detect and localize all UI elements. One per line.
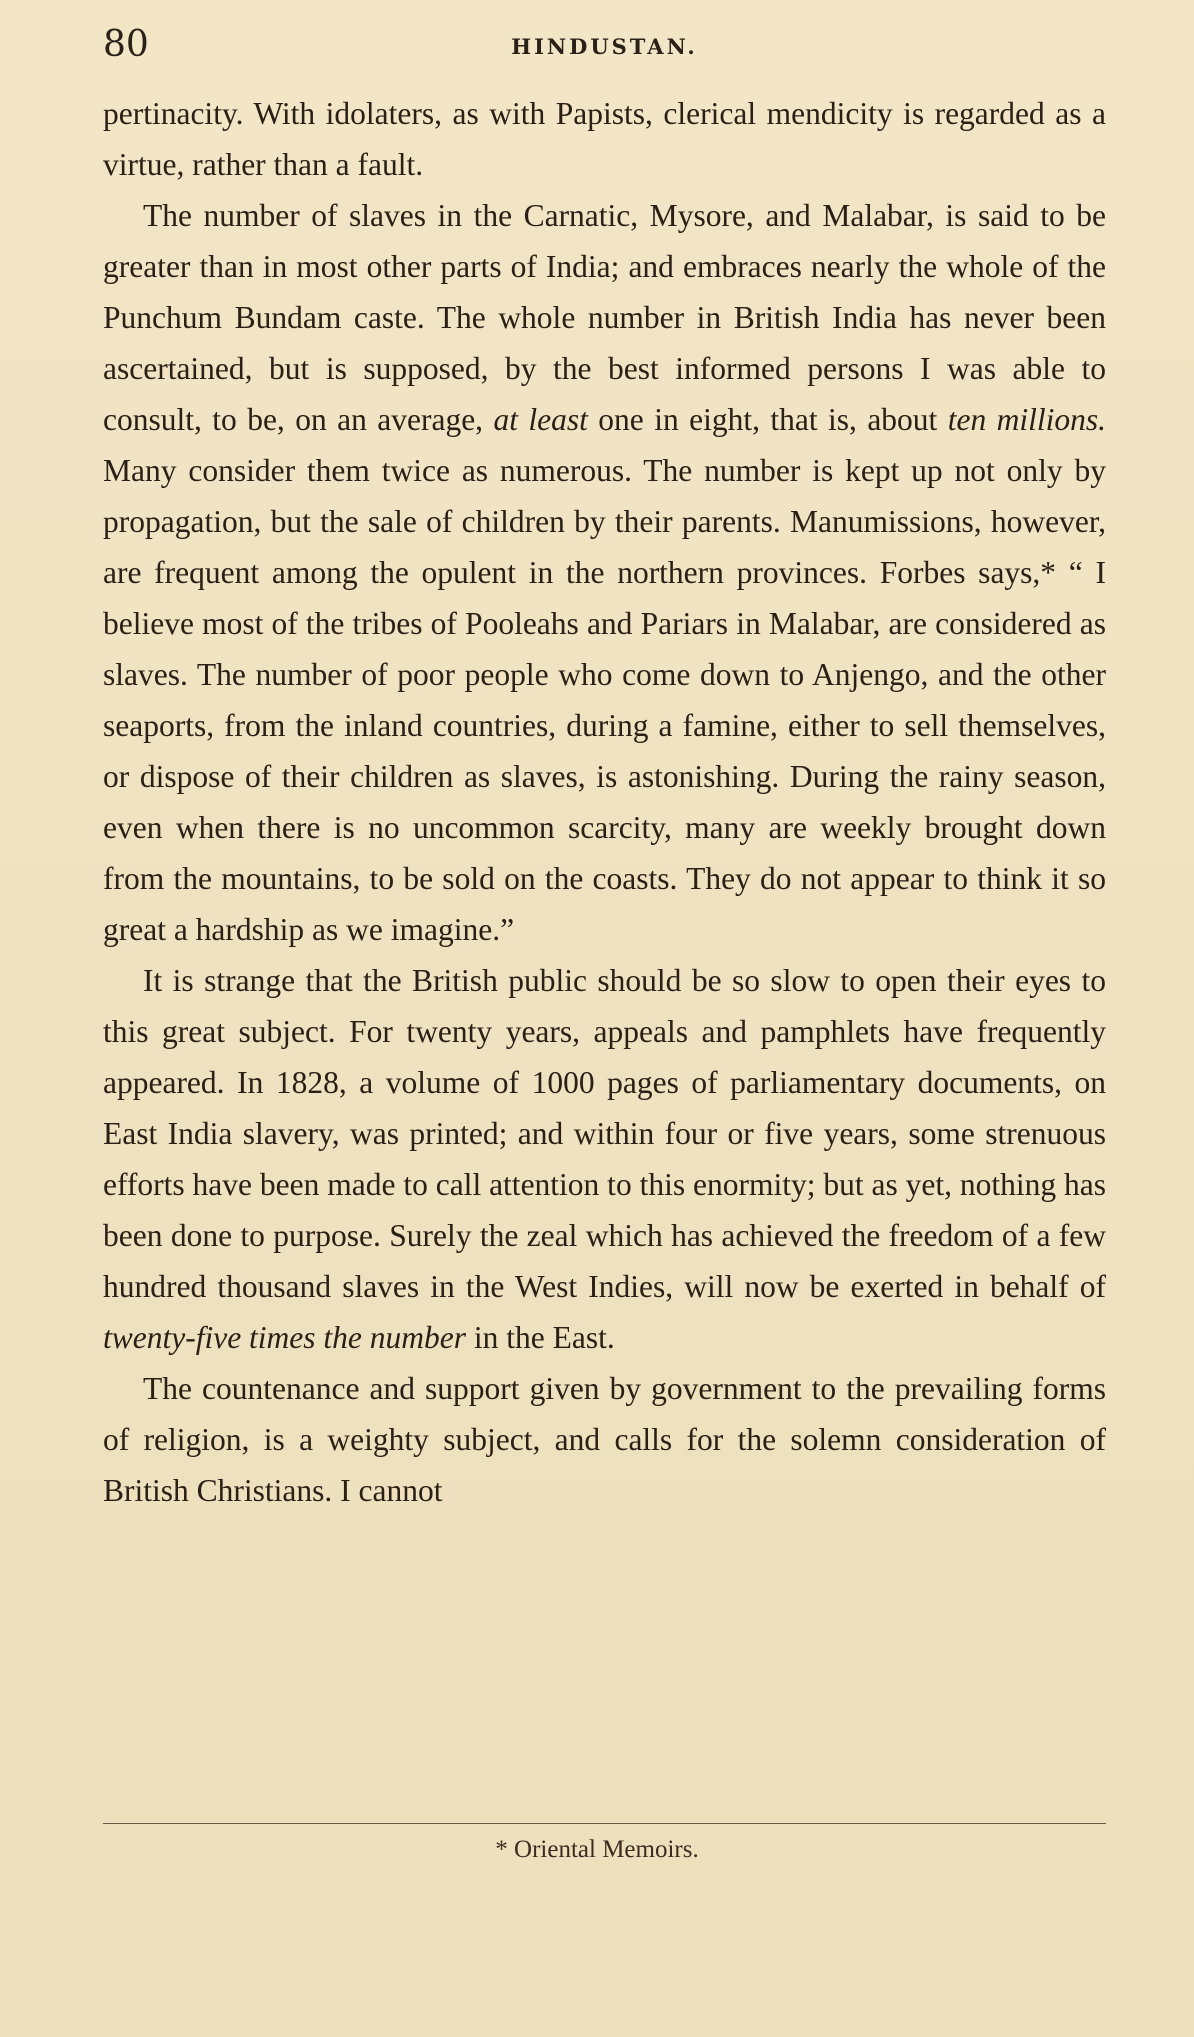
text-run: The countenance and support given by government to the prevailing forms of religion, is a weighty subject, and calls for the solemn consideration of British Christians. I cannot	[103, 1371, 1106, 1508]
footnote: * Oriental Memoirs.	[495, 1836, 699, 1863]
italic-text: at least	[493, 402, 588, 437]
paragraph	[103, 955, 1106, 1363]
text-run: Many consider them twice as numerous. The number is kept up not only by propagation, but the sale of children by their parents. Manumissions, however, are frequent among the opulent in the northern provinces. Forbes says,* “ I believe most of the tribes of Pooleahs and Pariars in Malabar, are considered as slaves. The number of poor people who come down to Anjengo, and the other seaports, from the inland countries, during a famine, either to sell themselves, or dispose of their children as slaves, is astonishing. During the rainy season, even when there is no uncommon scarcity, many are weekly brought down from the mountains, to be sold on the coasts. They do not appear to think it so great a hardship as we imagine.”	[103, 453, 1106, 947]
text-run: It is strange that the British public should be so slow to open their eyes to this great subject. For twenty years, appeals and pamphlets have frequently appeared. In 1828, a volume of 1000 pages of parliamentary documents, on East India slavery, was printed; and within four or five years, some strenuous efforts have been made to call attention to this enormity; but as yet, nothing has been done to purpose. Surely the zeal which has achieved the freedom of a few hundred thousand slaves in the West Indies, will now be exerted in behalf of	[103, 963, 1106, 1304]
body-text	[103, 88, 1106, 1516]
text-run: one in eight, that is, about	[587, 402, 948, 437]
text-run: pertinacity. With idolaters, as with Papists, clerical mendicity is regarded as a virtue, rather than a fault.	[103, 96, 1106, 182]
page-number: 80	[103, 24, 149, 65]
paragraph	[103, 88, 1106, 190]
page-header	[103, 20, 1106, 80]
italic-text: twenty-five times the number	[103, 1320, 467, 1355]
paragraph	[103, 1363, 1106, 1516]
italic-text: ten millions.	[947, 402, 1107, 437]
paragraph	[103, 190, 1106, 955]
text-run: in the East.	[466, 1320, 615, 1355]
footnote-divider	[103, 1823, 1106, 1824]
running-title: HINDUSTAN.	[511, 34, 698, 59]
text-run: The number of slaves in the Carnatic, Mysore, and Malabar, is said to be greater than in most other parts of India; and embraces nearly the whole of the Punchum Bundam caste. The whole number in British India has never been ascertained, but is supposed, by the best informed persons I was able to consult, to be, on an average,	[103, 198, 1106, 437]
